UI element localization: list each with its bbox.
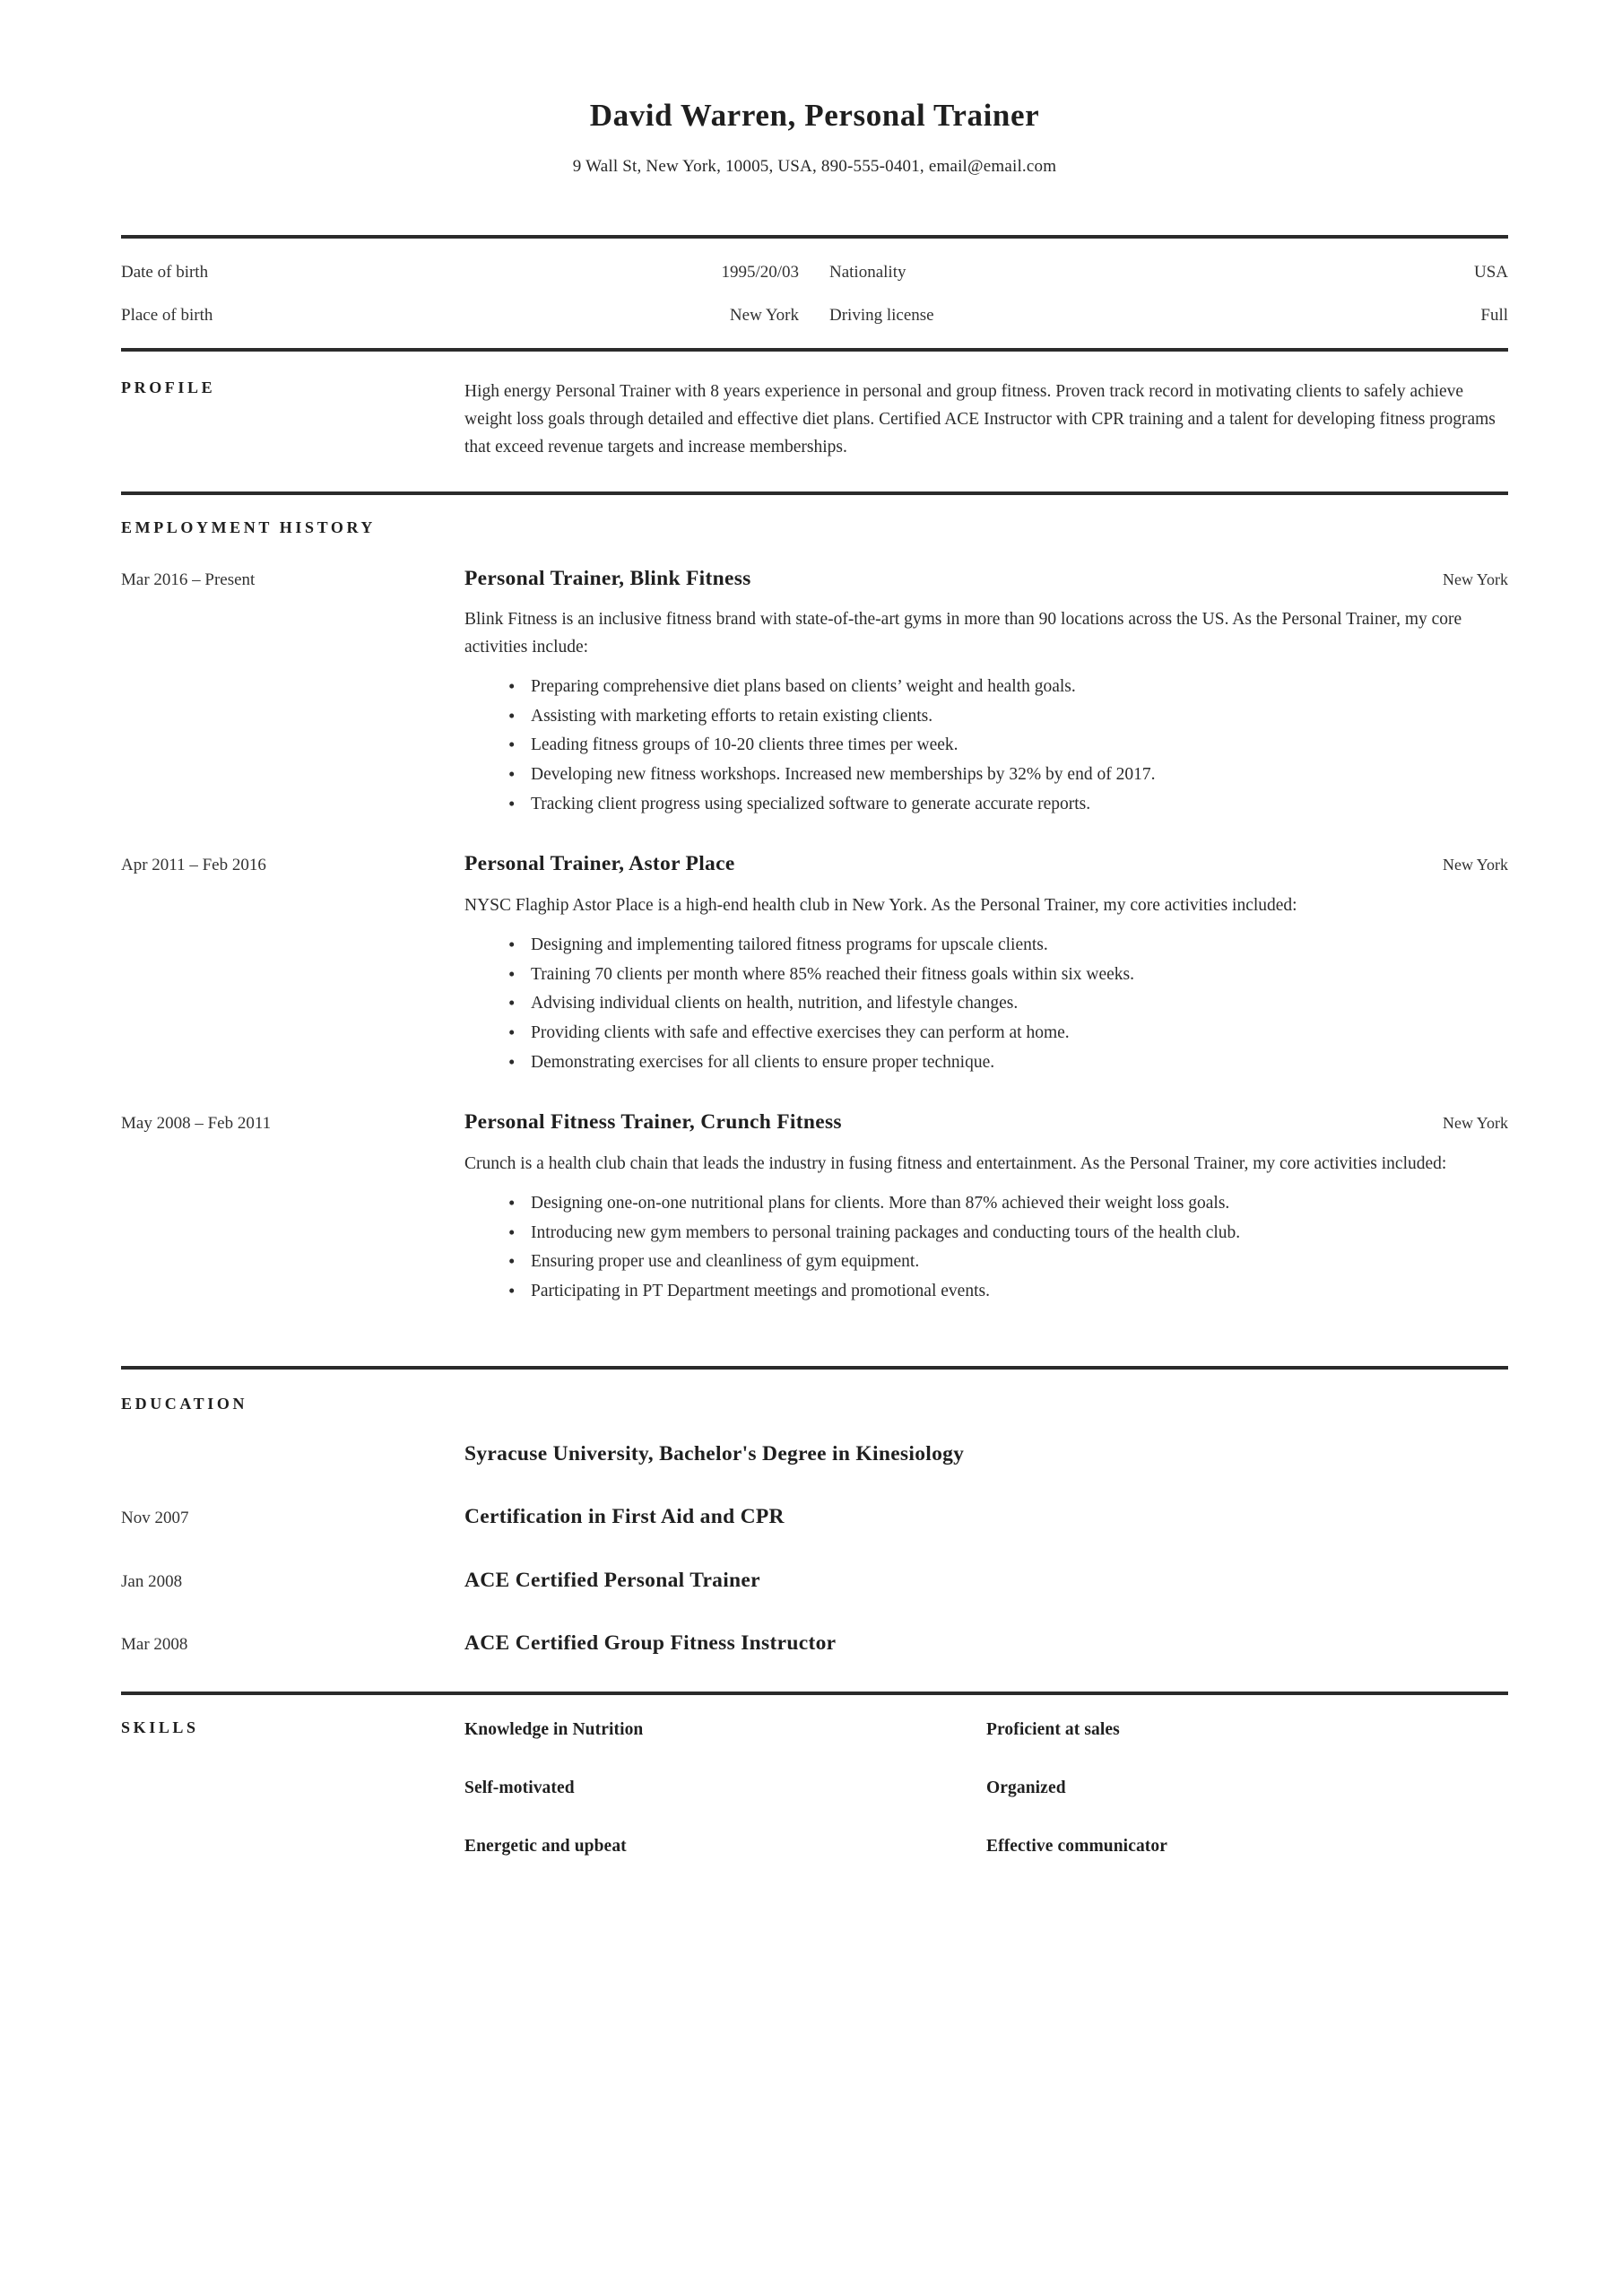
employment-entry <box>121 563 1508 848</box>
employment-dates: Apr 2011 – Feb 2016 <box>121 856 266 875</box>
employment-bullet-list <box>464 1190 1505 1305</box>
profile-section <box>121 352 1508 491</box>
employment-list <box>121 563 1508 1336</box>
detail-value: New York <box>729 306 799 326</box>
employment-entry <box>121 1107 1508 1335</box>
list-item: • Developing new fitness workshops. Increased new memberships by 32% by end of 2017. <box>508 761 1505 788</box>
employment-job-title: Personal Trainer, Blink Fitness <box>464 566 751 590</box>
education-date: Mar 2008 <box>121 1635 188 1655</box>
education-date: Jan 2008 <box>121 1571 183 1591</box>
education-entry <box>121 1531 1508 1594</box>
profile-section-label-col <box>121 378 464 398</box>
list-item: • Advising individual clients on health, nutrition, and lifestyle changes. <box>508 990 1505 1017</box>
employment-entry-body <box>121 892 1508 1076</box>
employment-location: New York <box>1442 1114 1508 1133</box>
list-item: • Providing clients with safe and effective exercises they can perform at home. <box>508 1020 1505 1047</box>
education-section-header <box>121 1370 1508 1414</box>
detail-value: Full <box>1480 306 1508 326</box>
employment-description: NYSC Flaghip Astor Place is a high-end health club in New York. As the Personal Trainer, my core activities included: <box>464 895 1297 915</box>
employment-job-title: Personal Trainer, Astor Place <box>464 852 735 876</box>
education-entry <box>121 1594 1508 1657</box>
contact-line: 9 Wall St, New York, 10005, USA, 890-555-0401, email@email.com <box>572 157 1057 176</box>
skill-item: Knowledge in Nutrition <box>464 1719 644 1739</box>
employment-entry-body <box>121 1151 1508 1305</box>
skill-item: Organized <box>986 1778 1066 1797</box>
list-item: • Ensuring proper use and cleanliness of gym equipment. <box>508 1248 1505 1275</box>
skills-section-label-col <box>121 1718 464 1738</box>
list-item: • Assisting with marketing efforts to retain existing clients. <box>508 703 1505 730</box>
employment-dates: Mar 2016 – Present <box>121 570 256 589</box>
employment-job-title: Personal Fitness Trainer, Crunch Fitness <box>464 1110 842 1135</box>
detail-pair-date-of-birth <box>121 261 829 284</box>
employment-title-row <box>464 565 1508 592</box>
education-date <box>121 1452 464 1460</box>
skills-grid <box>464 1718 1508 1858</box>
education-title: ACE Certified Personal Trainer <box>464 1568 760 1592</box>
education-title: ACE Certified Group Fitness Instructor <box>464 1631 837 1656</box>
profile-content-col <box>464 378 1508 461</box>
skill-item: Effective communicator <box>986 1837 1167 1857</box>
personal-details-section <box>121 239 1508 327</box>
detail-value: 1995/20/03 <box>721 262 799 282</box>
employment-entry-header <box>121 1107 1508 1135</box>
skills-section <box>121 1695 1508 1858</box>
list-item: • Demonstrating exercises for all clients to ensure proper technique. <box>508 1049 1505 1076</box>
section-title-skills: SKILLS <box>121 1718 199 1736</box>
detail-pair-nationality <box>829 261 1508 284</box>
education-list <box>121 1414 1508 1657</box>
skill-item: Proficient at sales <box>986 1719 1120 1739</box>
detail-pair-place-of-birth <box>121 304 829 327</box>
employment-title-row <box>464 850 1508 877</box>
employment-entry-body <box>121 606 1508 817</box>
employment-location: New York <box>1442 570 1508 588</box>
detail-pair-driving-license <box>829 304 1508 327</box>
education-title: Syracuse University, Bachelor's Degree in Kinesiology <box>464 1442 965 1466</box>
education-date: Nov 2007 <box>121 1509 189 1528</box>
section-title-employment-history: EMPLOYMENT HISTORY <box>121 518 377 537</box>
list-item: • Training 70 clients per month where 85% reached their fitness goals within six weeks. <box>508 961 1505 988</box>
detail-label: Nationality <box>829 262 906 282</box>
education-entry <box>121 1414 1508 1467</box>
list-item: • Leading fitness groups of 10-20 clients three times per week. <box>508 732 1505 759</box>
resume-header <box>121 97 1508 178</box>
list-item: • Participating in PT Department meetings and promotional events. <box>508 1278 1505 1305</box>
detail-label: Place of birth <box>121 306 213 326</box>
list-item: • Introducing new gym members to personal training packages and conducting tours of the health club. <box>508 1220 1505 1247</box>
education-entry <box>121 1467 1508 1530</box>
employment-entry-header <box>121 563 1508 592</box>
personal-details-row <box>121 304 1508 327</box>
skills-column-left <box>464 1718 986 1858</box>
employment-dates: May 2008 – Feb 2011 <box>121 1114 272 1134</box>
employment-description: Crunch is a health club chain that leads the industry in fusing fitness and entertainment. As the Personal Trainer, my core activities included: <box>464 1153 1447 1173</box>
list-item: • Designing and implementing tailored fitness programs for upscale clients. <box>508 932 1505 959</box>
detail-label: Driving license <box>829 306 934 326</box>
skill-item: Energetic and upbeat <box>464 1837 627 1857</box>
employment-bullet-list <box>464 932 1505 1075</box>
personal-details-row <box>121 261 1508 284</box>
employment-bullet-list <box>464 674 1505 817</box>
employment-location: New York <box>1442 856 1508 874</box>
employment-section-header <box>121 495 1508 563</box>
list-item: • Preparing comprehensive diet plans based on clients’ weight and health goals. <box>508 674 1505 700</box>
section-title-education: EDUCATION <box>121 1395 248 1413</box>
list-item: • Designing one-on-one nutritional plans for clients. More than 87% achieved their weight loss goals. <box>508 1190 1505 1217</box>
skill-item: Self-motivated <box>464 1778 575 1797</box>
section-title-profile: PROFILE <box>121 378 216 396</box>
profile-summary-text: High energy Personal Trainer with 8 years experience in personal and group fitness. Proven track record in motivating clients to safely achieve weight loss goals through detailed and effective diet plans. Certified ACE Instructor with CPR training and a talent for developing fitness programs that exceed revenue targets and increase memberships. <box>464 381 1496 457</box>
employment-description: Blink Fitness is an inclusive fitness brand with state-of-the-art gyms in more than 90 locations across the US. As the Personal Trainer, my core activities include: <box>464 610 1462 657</box>
employment-entry <box>121 848 1508 1107</box>
employment-title-row <box>464 1109 1508 1135</box>
list-item: • Tracking client progress using specialized software to generate accurate reports. <box>508 791 1505 818</box>
detail-value: USA <box>1473 262 1508 282</box>
employment-entry-header <box>121 848 1508 877</box>
skills-column-right <box>986 1718 1508 1858</box>
detail-label: Date of birth <box>121 262 209 282</box>
education-title: Certification in First Aid and CPR <box>464 1505 785 1529</box>
candidate-name: David Warren, Personal Trainer <box>589 98 1040 133</box>
